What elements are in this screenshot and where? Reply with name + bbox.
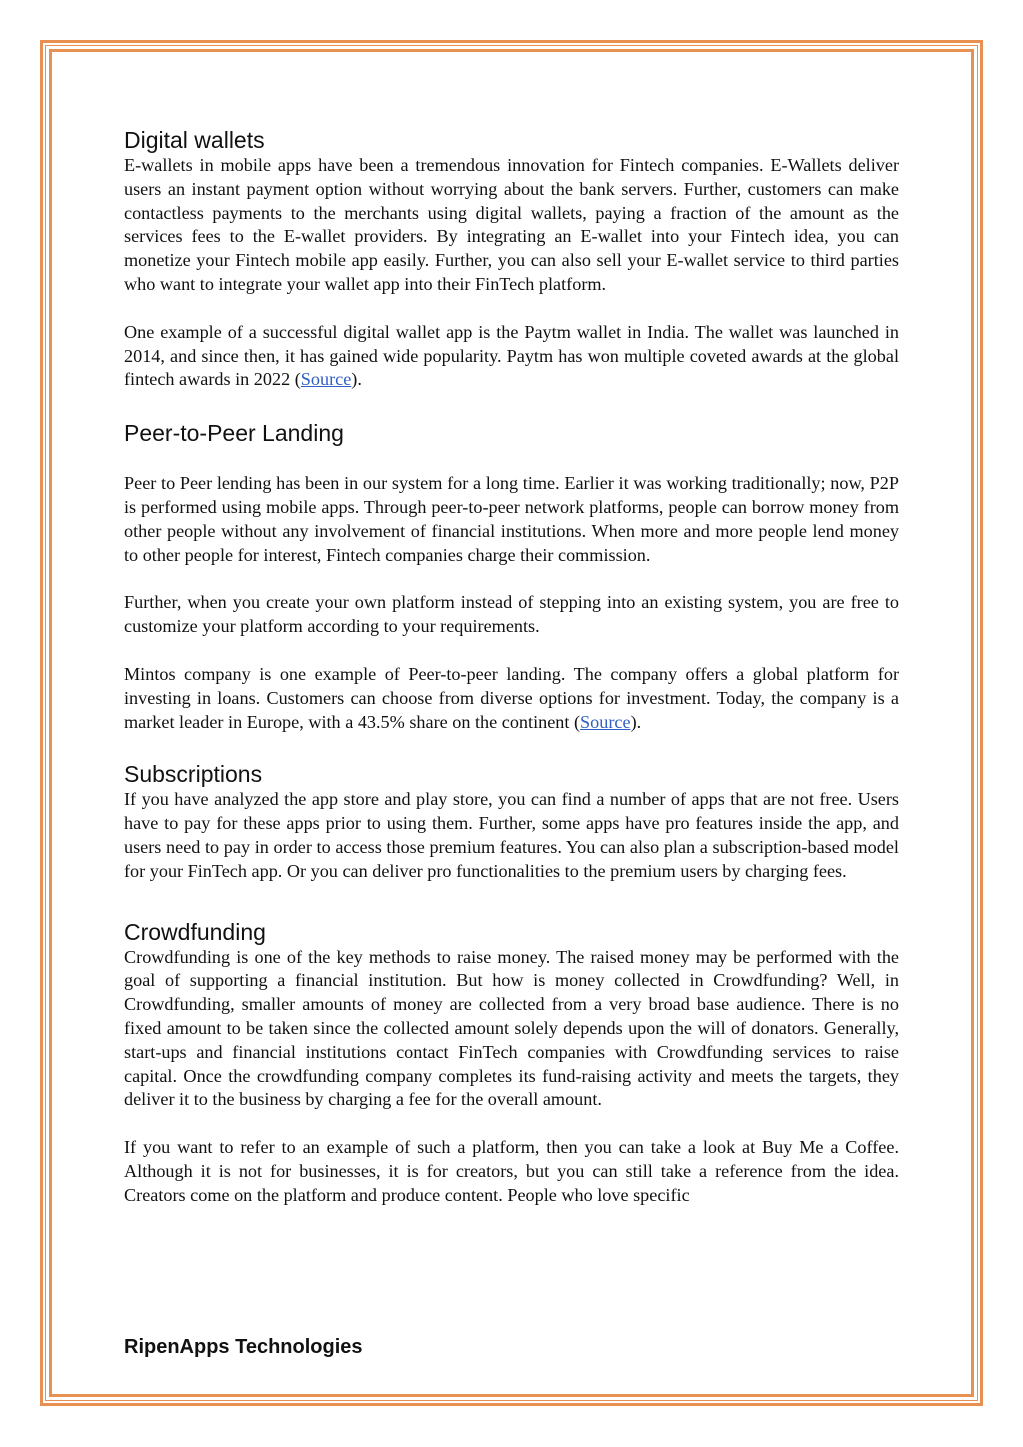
heading-peer-to-peer: Peer-to-Peer Landing xyxy=(124,420,344,447)
source-link-paytm[interactable]: Source xyxy=(300,369,352,390)
paragraph-p2p-3 xyxy=(124,663,899,734)
footer-company-name: RipenApps Technologies xyxy=(124,1336,363,1358)
paragraph-p2p-2: Further, when you create your own platform instead of stepping into an existing system, you are free to customize your platform according to your requirements. xyxy=(124,592,899,637)
heading-digital-wallets: Digital wallets xyxy=(124,127,265,153)
paragraph-subscriptions-1: If you have analyzed the app store and play store, you can find a number of apps that are not free. Users have to pay for these apps prior to using them. Further, some apps have pro features inside the app, and users need to pay in order to access those premium features. You can also plan a subscription-based model for your FinTech app. Or you can deliver pro functionalities to the premium users by charging fees. xyxy=(124,789,899,881)
paragraph-text: One example of a successful digital wallet app is the Paytm wallet in India. The wallet was launched in 2014, and since then, it has gained wide popularity. Paytm has won multiple coveted awards at the global fintech awards in 2022 ( xyxy=(124,321,899,390)
paragraph-crowdfunding-2: If you want to refer to an example of such a platform, then you can take a look at Buy Me a Coffee. Although it is not for businesses, it is for creators, but you can still take a reference from the idea. Creators come on the platform and produce content. People who love specific xyxy=(124,1137,899,1205)
paragraph-digital-wallets-2 xyxy=(124,321,899,392)
heading-crowdfunding: Crowdfunding xyxy=(124,918,266,945)
paragraph-digital-wallets-1: E-wallets in mobile apps have been a tremendous innovation for Fintech companies. E-Wallets deliver users an instant payment option without worrying about the bank servers. Further, customers can make contactless payments to the merchants using digital wallets, paying a fraction of the amount as the services fees to the E-wallet providers. By integrating an E-wallet into your Fintech idea, you can monetize your Fintech mobile app easily. Further, you can also sell your E-wallet service to third parties who want to integrate your wallet app into their FinTech platform. xyxy=(124,155,899,294)
paragraph-text: Mintos company is one example of Peer-to-peer landing. The company offers a global platform for investing in loans. Customers can choose from diverse options for investment. Today, the company is a market leader in Europe, with a 43.5% share on the continent ( xyxy=(124,663,899,732)
document-body xyxy=(124,126,899,1208)
paragraph-crowdfunding-1: Crowdfunding is one of the key methods to raise money. The raised money may be performed with the goal of supporting a financial institution. But how is money collected in Crowdfunding? Well, in Crowdfunding, smaller amounts of money are collected from a very broad base audience. There is no fixed amount to be taken since the collected amount solely depends upon the will of donators. Generally, start-ups and financial institutions contact FinTech companies with Crowdfunding services to raise capital. Once the crowdfunding company completes its fund-raising activity and meets the targets, they deliver it to the business by charging a fee for the overall amount. xyxy=(124,946,899,1110)
source-link-mintos[interactable]: Source xyxy=(580,711,631,732)
paragraph-text: ). xyxy=(630,711,642,732)
heading-subscriptions: Subscriptions xyxy=(124,761,263,788)
paragraph-p2p-1: Peer to Peer lending has been in our system for a long time. Earlier it was working traditionally; now, P2P is performed using mobile apps. Through peer-to-peer network platforms, people can borrow money from other people without any involvement of financial institutions. When more and more people lend money to other people for interest, Fintech companies charge their commission. xyxy=(124,473,899,565)
paragraph-text: ). xyxy=(351,369,362,390)
